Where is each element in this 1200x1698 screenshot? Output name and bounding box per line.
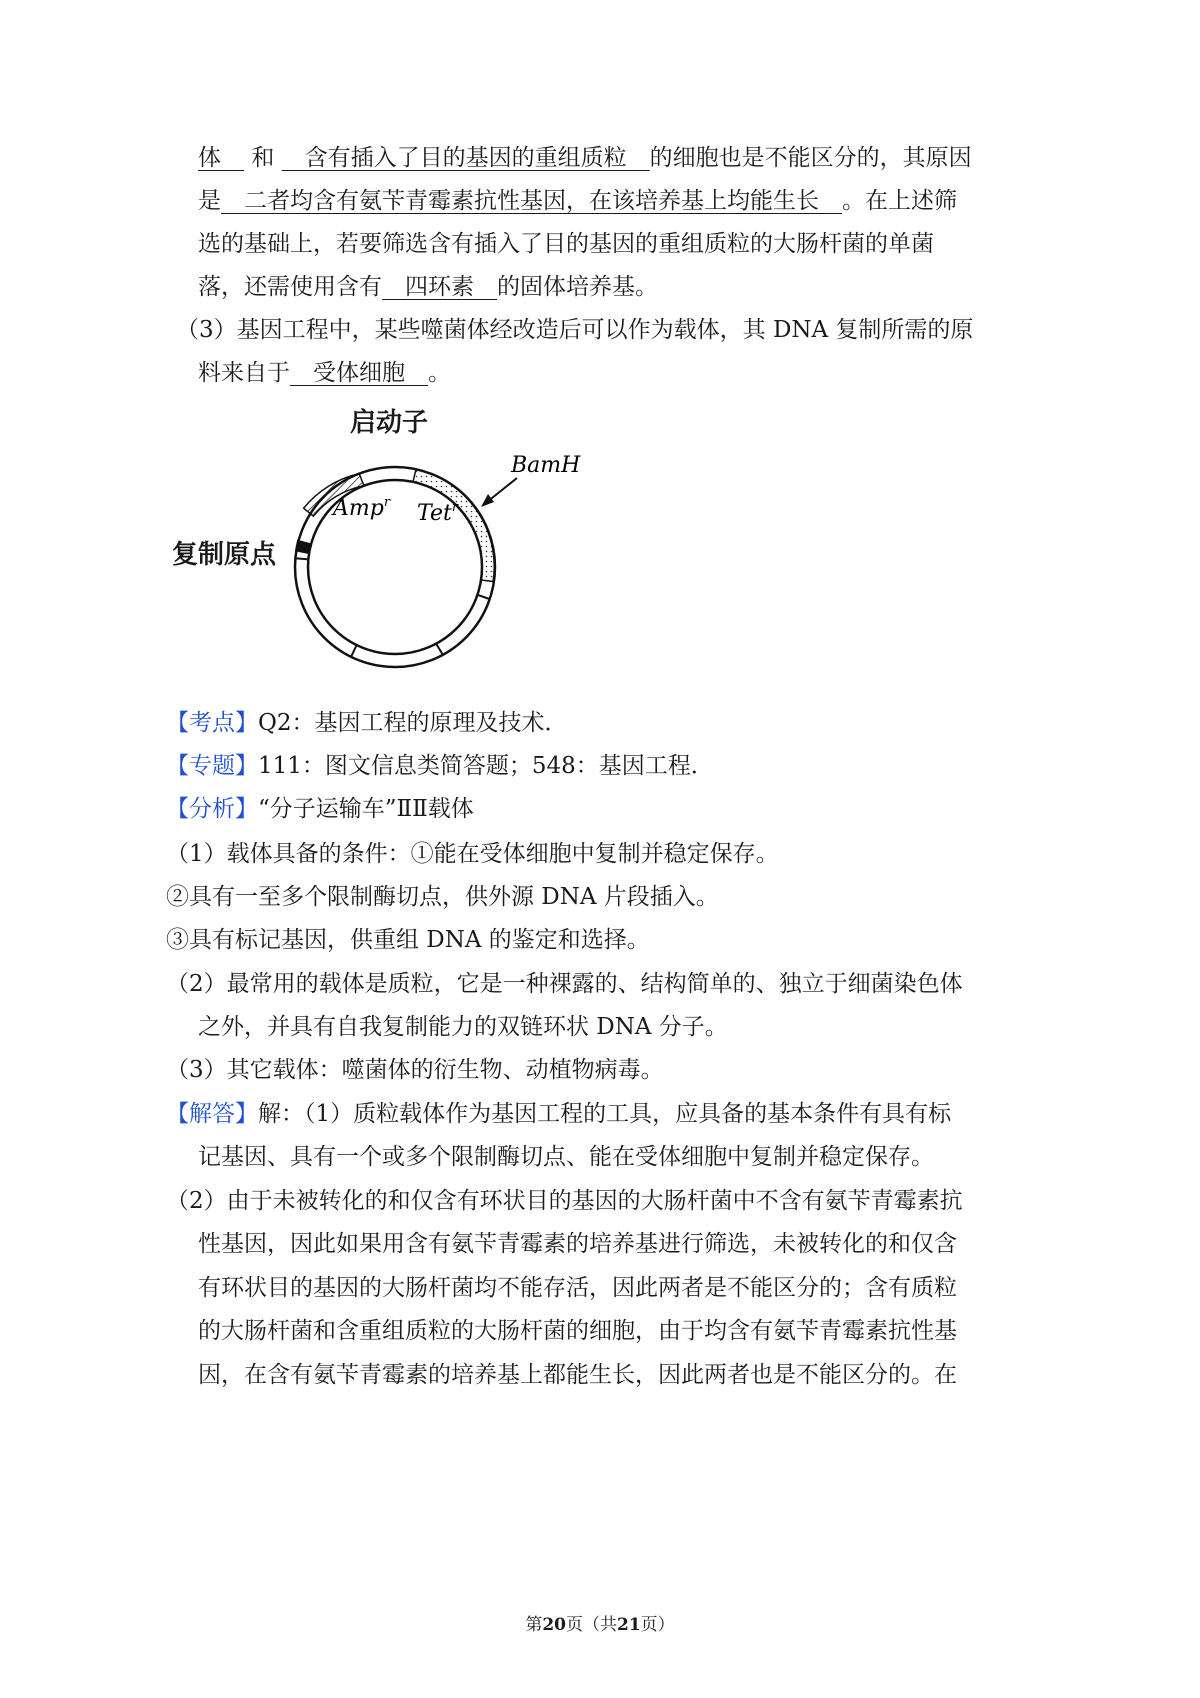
answer-explain-line-6: 的大肠杆菌和含重组质粒的大肠杆菌的细胞，由于均含有氨苄青霉素抗性基 bbox=[198, 1318, 957, 1344]
ori-segment bbox=[296, 540, 312, 553]
blank-answer: 二者均含有氨苄青霉素抗性基因，在该培养基上均能生长 bbox=[244, 188, 819, 214]
answer-explain-line-4: 性基因，因此如果用含有氨苄青霉素的培养基进行筛选，未被转化的和仅含 bbox=[198, 1231, 957, 1257]
answer-explain-line-3: （2）由于未被转化的和仅含有环状目的基因的大肠杆菌中不含有氨苄青霉素抗 bbox=[166, 1188, 963, 1214]
page-number: 20 bbox=[542, 1615, 566, 1635]
answer-line-3: 选的基础上，若要筛选含有插入了目的基因的重组质粒的大肠杆菌的单菌 bbox=[198, 231, 934, 257]
answer-explain-line-7: 因，在含有氨苄青霉素的培养基上都能生长，因此两者也是不能区分的。在 bbox=[198, 1362, 957, 1388]
zhuanti-tag: 【专题】 bbox=[166, 753, 258, 779]
blank-answer: 受体细胞 bbox=[313, 360, 405, 386]
text: 料来自于 bbox=[198, 360, 290, 386]
answer-line-4 bbox=[198, 272, 658, 302]
answer-line-1 bbox=[198, 143, 972, 173]
kaodian-line bbox=[166, 708, 568, 738]
fenxi-line bbox=[166, 794, 474, 824]
answer-line-2 bbox=[198, 186, 957, 216]
text: 和 bbox=[251, 145, 275, 171]
kaodian-tag: 【考点】 bbox=[166, 710, 258, 736]
tet-label: Tet$^r$ bbox=[417, 500, 459, 526]
zhuanti-line bbox=[166, 751, 714, 781]
analysis-line-6: （3）其它载体：噬菌体的衍生物、动植物病毒。 bbox=[166, 1057, 664, 1083]
analysis-line-3: ③具有标记基因，供重组 DNA 的鉴定和选择。 bbox=[166, 927, 650, 953]
analysis-line-4: （2）最常用的载体是质粒，它是一种裸露的、结构简单的、独立于细菌染色体 bbox=[166, 971, 963, 997]
fenxi-tag: 【分析】 bbox=[166, 796, 258, 822]
jieda-text: 解：（1）质粒载体作为基因工程的工具，应具备的基本条件有具有标 bbox=[258, 1101, 952, 1127]
text: 。在上述筛 bbox=[842, 188, 957, 214]
analysis-line-2: ②具有一至多个限制酶切点，供外源 DNA 片段插入。 bbox=[166, 884, 719, 910]
page-footer: 第20页（共21页） bbox=[525, 1615, 675, 1635]
kaodian-text: Q2：基因工程的原理及技术． bbox=[258, 710, 568, 736]
fenxi-text: “分子运输车”ⅡⅡ载体 bbox=[258, 796, 474, 822]
text: 的固体培养基。 bbox=[497, 274, 658, 300]
plasmid-diagram bbox=[175, 440, 655, 700]
answer-explain-line-5: 有环状目的基因的大肠杆菌均不能存活，因此两者是不能区分的；含有质粒 bbox=[198, 1275, 957, 1301]
text: 是 bbox=[198, 188, 221, 214]
bamh-arrow bbox=[487, 478, 517, 502]
blank-answer: 四环素 bbox=[405, 274, 474, 300]
bamh-label: BamH bbox=[511, 453, 581, 478]
blank-answer: 体 bbox=[198, 145, 221, 171]
analysis-line-1: （1）载体具备的条件：①能在受体细胞中复制并稳定保存。 bbox=[166, 841, 779, 867]
answer-line-5: （3）基因工程中，某些噬菌体经改造后可以作为载体，其 DNA 复制所需的原 bbox=[176, 317, 974, 343]
amp-label: Amp$^r$ bbox=[333, 495, 391, 521]
promoter-label-text: 启动子 bbox=[350, 408, 429, 438]
text: 的细胞也是不能区分的，其原因 bbox=[649, 145, 972, 171]
jieda-line bbox=[166, 1099, 951, 1129]
text: 落，还需使用含有 bbox=[198, 274, 382, 300]
jieda-tag: 【解答】 bbox=[166, 1101, 258, 1127]
blank-answer: 含有插入了目的基因的重组质粒 bbox=[304, 145, 627, 171]
analysis-line-5: 之外，并具有自我复制能力的双链环状 DNA 分子。 bbox=[198, 1014, 728, 1040]
answer-line-6 bbox=[198, 358, 451, 388]
answer-explain-line-2: 记基因、具有一个或多个限制酶切点、能在受体细胞中复制并稳定保存。 bbox=[198, 1144, 934, 1170]
page-total: 21 bbox=[617, 1615, 641, 1635]
text: 。 bbox=[428, 360, 451, 386]
ori-label: 复制原点 bbox=[172, 540, 277, 570]
zhuanti-text: 111：图文信息类简答题；548：基因工程． bbox=[258, 753, 714, 779]
